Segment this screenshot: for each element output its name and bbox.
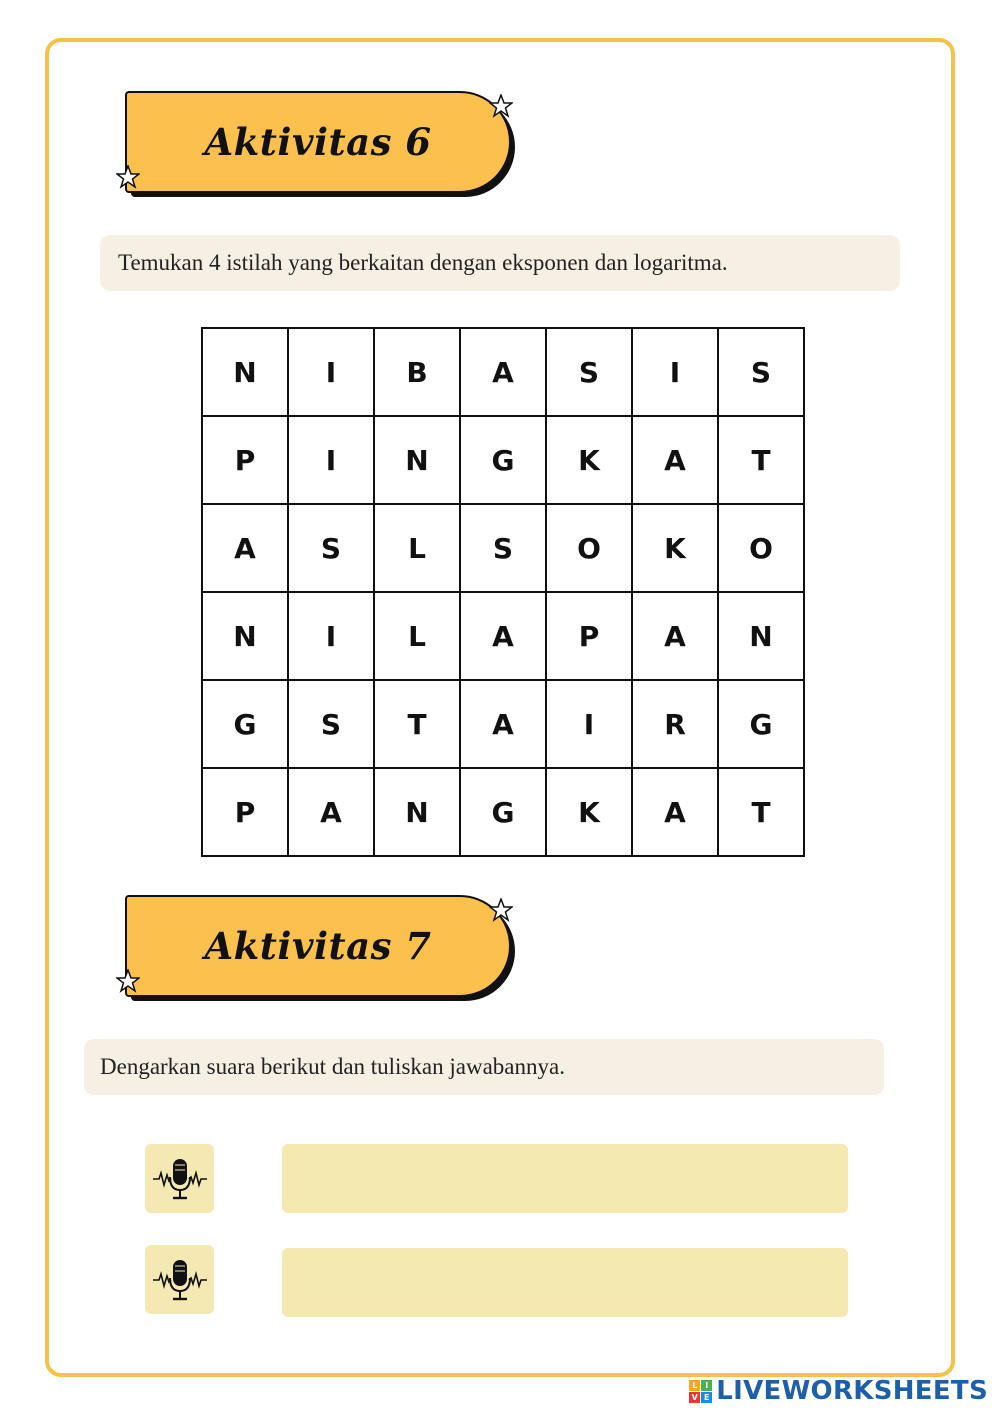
grid-cell[interactable]: S <box>288 680 374 768</box>
grid-cell[interactable]: N <box>718 592 804 680</box>
activity6-instruction <box>100 235 900 291</box>
grid-cell[interactable]: S <box>546 328 632 416</box>
answer-field-1[interactable] <box>282 1144 848 1213</box>
grid-cell[interactable]: A <box>632 768 718 856</box>
activity7-title: Aktivitas 7 <box>204 924 432 968</box>
grid-cell[interactable]: O <box>718 504 804 592</box>
grid-row <box>202 768 804 856</box>
grid-cell[interactable]: O <box>546 504 632 592</box>
grid-cell[interactable]: K <box>546 768 632 856</box>
grid-cell[interactable]: I <box>288 328 374 416</box>
grid-cell[interactable]: L <box>374 592 460 680</box>
microphone-icon <box>151 1256 209 1304</box>
grid-cell[interactable]: A <box>202 504 288 592</box>
grid-cell[interactable]: K <box>546 416 632 504</box>
grid-cell[interactable]: P <box>202 416 288 504</box>
grid-cell[interactable]: P <box>546 592 632 680</box>
grid-cell[interactable]: N <box>202 328 288 416</box>
activity6-title: Aktivitas 6 <box>204 120 432 164</box>
word-search-grid <box>201 327 805 857</box>
activity6-instruction-text: Temukan 4 istilah yang berkaitan dengan eksponen dan logaritma. <box>118 250 728 275</box>
grid-cell[interactable]: L <box>374 504 460 592</box>
grid-cell[interactable]: A <box>460 680 546 768</box>
grid-cell[interactable]: G <box>718 680 804 768</box>
activity6-badge <box>125 91 515 197</box>
activity7-instruction-text: Dengarkan suara berikut dan tuliskan jawabannya. <box>100 1054 565 1079</box>
microphone-icon <box>151 1155 209 1203</box>
grid-cell[interactable]: T <box>374 680 460 768</box>
grid-cell[interactable]: R <box>632 680 718 768</box>
grid-cell[interactable]: I <box>546 680 632 768</box>
audio-play-button[interactable] <box>145 1245 214 1314</box>
grid-cell[interactable]: B <box>374 328 460 416</box>
liveworksheets-logo[interactable] <box>689 1372 988 1410</box>
grid-row <box>202 504 804 592</box>
grid-cell[interactable]: N <box>202 592 288 680</box>
grid-row <box>202 592 804 680</box>
grid-cell[interactable]: A <box>632 416 718 504</box>
grid-cell[interactable]: N <box>374 416 460 504</box>
grid-cell[interactable]: I <box>632 328 718 416</box>
grid-cell[interactable]: P <box>202 768 288 856</box>
grid-row <box>202 680 804 768</box>
grid-row <box>202 328 804 416</box>
star-icon <box>489 94 513 118</box>
grid-cell[interactable]: G <box>202 680 288 768</box>
logo-letter: V <box>689 1392 700 1403</box>
grid-cell[interactable]: S <box>288 504 374 592</box>
logo-letter: E <box>701 1392 712 1403</box>
star-icon <box>116 165 140 189</box>
grid-cell[interactable]: T <box>718 416 804 504</box>
activity7-instruction <box>84 1039 884 1095</box>
grid-cell[interactable]: S <box>460 504 546 592</box>
star-icon <box>116 969 140 993</box>
grid-cell[interactable]: I <box>288 592 374 680</box>
grid-cell[interactable]: A <box>288 768 374 856</box>
star-icon <box>489 898 513 922</box>
liveworksheets-logo-icon <box>689 1380 712 1403</box>
grid-cell[interactable]: N <box>374 768 460 856</box>
grid-cell[interactable]: I <box>288 416 374 504</box>
grid-cell[interactable]: S <box>718 328 804 416</box>
grid-cell[interactable]: A <box>460 328 546 416</box>
logo-letter: I <box>701 1380 712 1391</box>
audio-play-button[interactable] <box>145 1144 214 1213</box>
grid-cell[interactable]: A <box>460 592 546 680</box>
grid-cell[interactable]: G <box>460 768 546 856</box>
logo-letter: L <box>689 1380 700 1391</box>
grid-cell[interactable]: T <box>718 768 804 856</box>
brand-name: LIVEWORKSHEETS <box>716 1376 988 1406</box>
grid-cell[interactable]: K <box>632 504 718 592</box>
answer-field-2[interactable] <box>282 1248 848 1317</box>
grid-cell[interactable]: A <box>632 592 718 680</box>
activity7-badge <box>125 895 515 1001</box>
grid-cell[interactable]: G <box>460 416 546 504</box>
grid-row <box>202 416 804 504</box>
